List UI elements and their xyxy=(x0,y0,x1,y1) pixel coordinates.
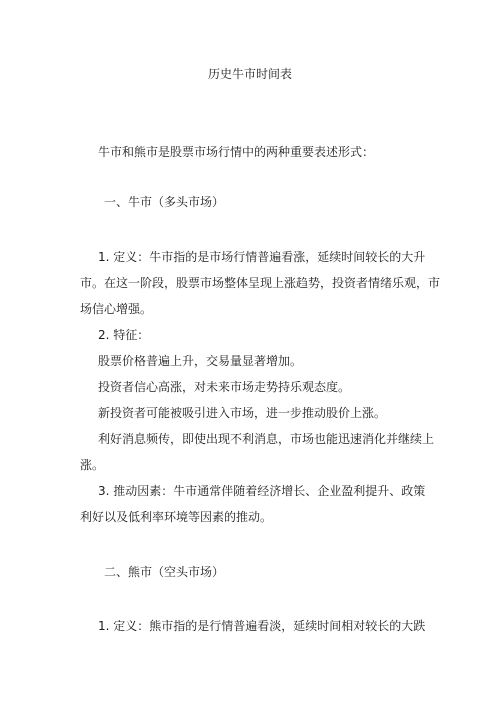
section2-heading: 二、熊市（空头市场） xyxy=(104,565,225,579)
bull-feature-1: 股票价格普遍上升，交易量显著增加。 xyxy=(98,354,303,368)
bull-definition-line2: 市。在这一阶段，股票市场整体呈现上涨趋势，投资者情绪乐观，市 xyxy=(80,276,441,290)
bull-feature-2: 投资者信心高涨，对未来市场走势持乐观态度。 xyxy=(98,380,351,394)
bull-feature-4-line2: 涨。 xyxy=(80,458,105,472)
section1-heading: 一、牛市（多头市场） xyxy=(104,195,225,209)
bull-drivers-line2: 利好以及低利率环境等因素的推动。 xyxy=(80,510,273,524)
bear-definition-line1: 1. 定义：熊市指的是行情普遍看淡，延续时间相对较长的大跌 xyxy=(98,619,426,633)
bull-definition-line1: 1. 定义：牛市指的是市场行情普遍看涨，延续时间较长的大升 xyxy=(98,250,426,264)
bull-feature-3: 新投资者可能被吸引进入市场，进一步推动股价上涨。 xyxy=(98,406,387,420)
bull-drivers-line1: 3. 推动因素：牛市通常伴随着经济增长、企业盈利提升、政策 xyxy=(98,484,426,498)
document-title: 历史牛市时间表 xyxy=(207,67,292,81)
bull-definition-line3: 场信心增强。 xyxy=(80,302,153,316)
intro-paragraph: 牛市和熊市是股票市场行情中的两种重要表述形式： xyxy=(98,145,375,159)
bull-feature-4-line1: 利好消息频传，即使出现不利消息，市场也能迅速消化并继续上 xyxy=(98,432,435,446)
bull-features-label: 2. 特征： xyxy=(98,328,150,342)
